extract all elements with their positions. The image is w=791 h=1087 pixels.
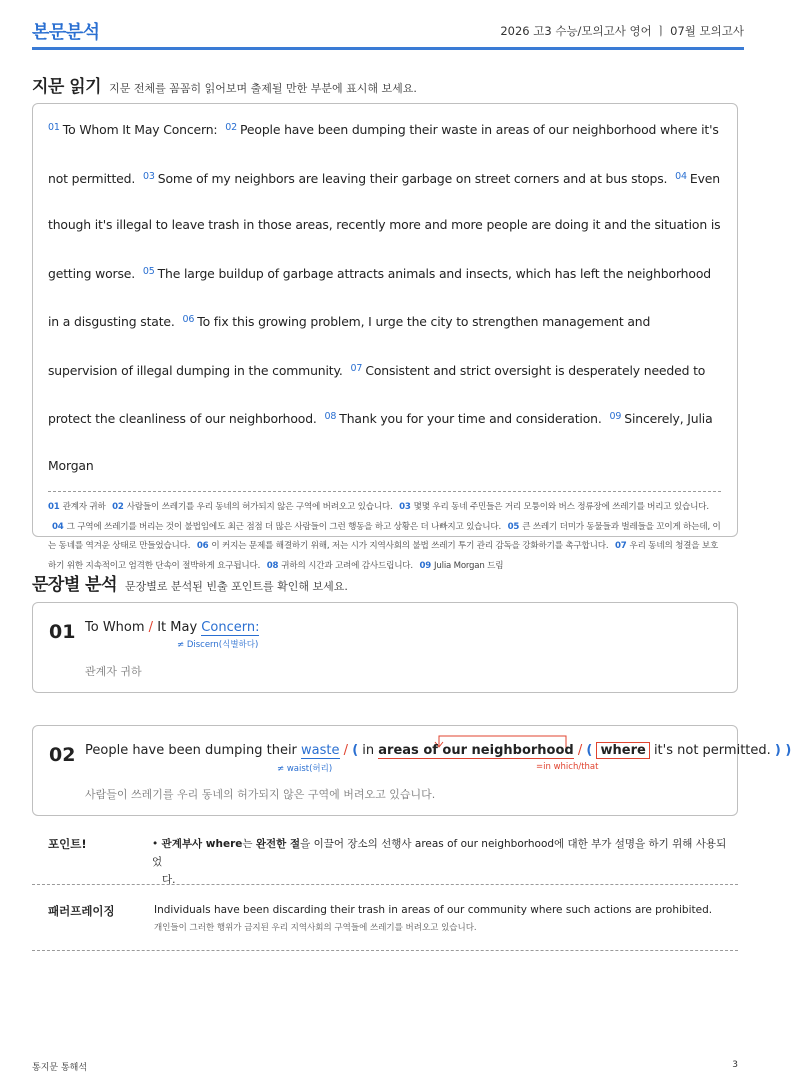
- reading-title: 지문 읽기: [32, 77, 102, 97]
- point-label: 포인트!: [48, 837, 87, 851]
- sentence-number: 01: [48, 122, 60, 133]
- chunk-slash: /: [577, 743, 583, 758]
- sentence-05: $^{05}$ The large buildup of garbage attracts animals and insects, which has left the neighborhood in a disgusting state.: [48, 265, 711, 329]
- sentence-02-translation: 사람들이 쓰레기를 우리 동네의 허가되지 않은 구역에 버려오고 있습니다.: [85, 788, 436, 801]
- sentence-number-01: 01: [49, 621, 76, 643]
- sentence-number: 08: [324, 411, 337, 422]
- reading-section-title: [32, 72, 417, 97]
- paraphrase-korean: 개인들이 그러한 행위가 금지된 우리 지역사회의 구역들에 쓰레기를 버려오고 있습니다.: [154, 923, 477, 933]
- sentence-number: 09: [609, 411, 622, 422]
- translation-number: 04: [52, 521, 64, 532]
- footer-label: 통지문 통해석: [32, 1063, 88, 1073]
- sentence-number: 04: [675, 170, 687, 182]
- antecedent-areas: areas of our neighborhood: [378, 743, 574, 758]
- sentence-07: $^{07}$ Consistent and strict oversight is desperately needed to protect the cleanliness of our neighborhood.: [48, 362, 706, 426]
- sentence-analysis-01: [32, 602, 738, 693]
- reading-subtitle: 지문 전체를 꼼꼼히 읽어보며 출제될 만한 부분에 표시해 보세요.: [109, 82, 417, 95]
- translation-05: 큰 쓰레기 더미가 동물들과 벌레들을 꼬이게 하는데, 이는 동네를 역겨운 상태로 만들었습니다.: [48, 521, 721, 551]
- point-content: • 관계부사 where는 완전한 절을 이끌어 장소의 선행사 areas of our neighborhood에 대한 부가 설명을 하기 위해 사용되었 다.: [152, 838, 727, 886]
- translation-number: 03: [399, 502, 411, 512]
- sentence-number: 05: [142, 265, 155, 277]
- chunk-slash: /: [343, 743, 349, 758]
- sentence-08: $^{08}$ Thank you for your time and consideration.: [324, 411, 602, 426]
- translation-01: 관계자 귀하: [62, 502, 106, 512]
- bullet-icon: •: [152, 838, 159, 850]
- translation-09: Julia Morgan 드림: [434, 560, 504, 571]
- sentence-02-text: People have been dumping their waste / ( in areas of our neighborhood / ( where it's not permitted. ) ): [85, 743, 791, 758]
- note-in-which: =in which/that: [536, 762, 599, 772]
- point-row: [32, 835, 738, 886]
- translation-07: 우리 동네의 청결을 보호하기 위한 지속적이고 엄격한 단속이 절박하게 요구됩니다.: [48, 541, 719, 571]
- translation-04: 그 구역에 쓰레기를 버리는 것이 불법임에도 최근 점점 더 많은 사람들이 그런 행동을 하고 상황은 더 나빠지고 있습니다.: [66, 521, 502, 532]
- relative-adverb-where: where: [596, 742, 649, 759]
- translation-03: 몇몇 우리 동네 주민들은 거리 모퉁이와 버스 정류장에 쓰레기를 버리고 있습니다.: [413, 502, 709, 512]
- sentence-number: 03: [142, 170, 155, 182]
- paren-close: ) ): [774, 743, 791, 758]
- sentence-01-text: To Whom / It May Concern:: [85, 620, 260, 635]
- page-number: 3: [732, 1060, 738, 1070]
- sentence-number: 02: [225, 122, 238, 133]
- sentence-number: 07: [350, 362, 363, 374]
- translation-number: 09: [419, 560, 432, 571]
- sentence-01: $^{01}$ To Whom It May Concern:: [48, 122, 218, 137]
- translation-number: 02: [112, 502, 124, 512]
- sentence-04: $^{04}$ Even though it's illegal to leave trash in those areas, recently more and more people are doing it and the situation is getting worse.: [48, 170, 721, 281]
- paraphrase-english: Individuals have been discarding their trash in areas of our community where such actions are prohibited.: [154, 904, 713, 916]
- analysis-section-title: [32, 570, 348, 595]
- sentence-number-02: 02: [49, 744, 76, 766]
- sentence-06: $^{06}$ To fix this growing problem, I urge the city to strengthen management and supervision of illegal dumping in the community.: [48, 314, 651, 378]
- paren-open: (: [586, 743, 593, 758]
- exam-meta: 2026 고3 수능/모의고사 영어 ㅣ 07월 모의고사: [500, 24, 744, 38]
- translation-number: 06: [196, 541, 209, 551]
- note-discern: ≠ Discern(식별하다): [177, 640, 259, 650]
- paraphrase-label: 패러프레이징: [48, 904, 115, 918]
- sentence-analysis-02: [32, 725, 791, 816]
- translation-06: 이 커지는 문제를 해결하기 위해, 저는 시가 지역사회의 불법 쓰레기 투기 관리 감독을 강화하기를 촉구합니다.: [211, 541, 609, 551]
- section-divider: [32, 950, 738, 951]
- sentence-03: $^{03}$ Some of my neighbors are leaving their garbage on street corners and at bus stops.: [142, 170, 668, 186]
- sentence-01-translation: 관계자 귀하: [85, 665, 142, 678]
- paren-open: (: [352, 743, 359, 758]
- passage-box: [32, 103, 738, 571]
- sentence-09: $^{09}$ Sincerely, Julia Morgan: [48, 411, 713, 473]
- passage-translation: [48, 492, 723, 576]
- translation-number: 07: [614, 541, 627, 551]
- translation-08: 귀하의 시간과 고려에 감사드립니다.: [281, 560, 413, 571]
- translation-number: 05: [507, 521, 520, 532]
- section-divider: [32, 884, 738, 885]
- chunk-slash: /: [148, 620, 154, 635]
- brand-title: 본문분석: [32, 22, 100, 43]
- note-waist: ≠ waist(허리): [277, 764, 333, 774]
- sentence-02: $^{02}$ People have been dumping their waste in areas of our neighborhood where it's not permitted.: [48, 122, 719, 186]
- vocab-waste: waste: [301, 743, 340, 758]
- sentence-number: 06: [182, 314, 195, 325]
- paraphrase-content: [154, 901, 734, 937]
- analysis-subtitle: 문장별로 분석된 빈출 포인트를 확인해 보세요.: [125, 580, 348, 593]
- analysis-title: 문장별 분석: [32, 575, 118, 595]
- passage-text: [48, 105, 723, 489]
- vocab-concern: Concern:: [201, 620, 260, 635]
- page-header: [32, 18, 744, 50]
- translation-number: 08: [266, 560, 279, 571]
- paraphrase-row: [32, 901, 738, 941]
- translation-02: 사람들이 쓰레기를 우리 동네의 허가되지 않은 구역에 버려오고 있습니다.: [126, 502, 393, 512]
- translation-number: 01: [48, 502, 60, 512]
